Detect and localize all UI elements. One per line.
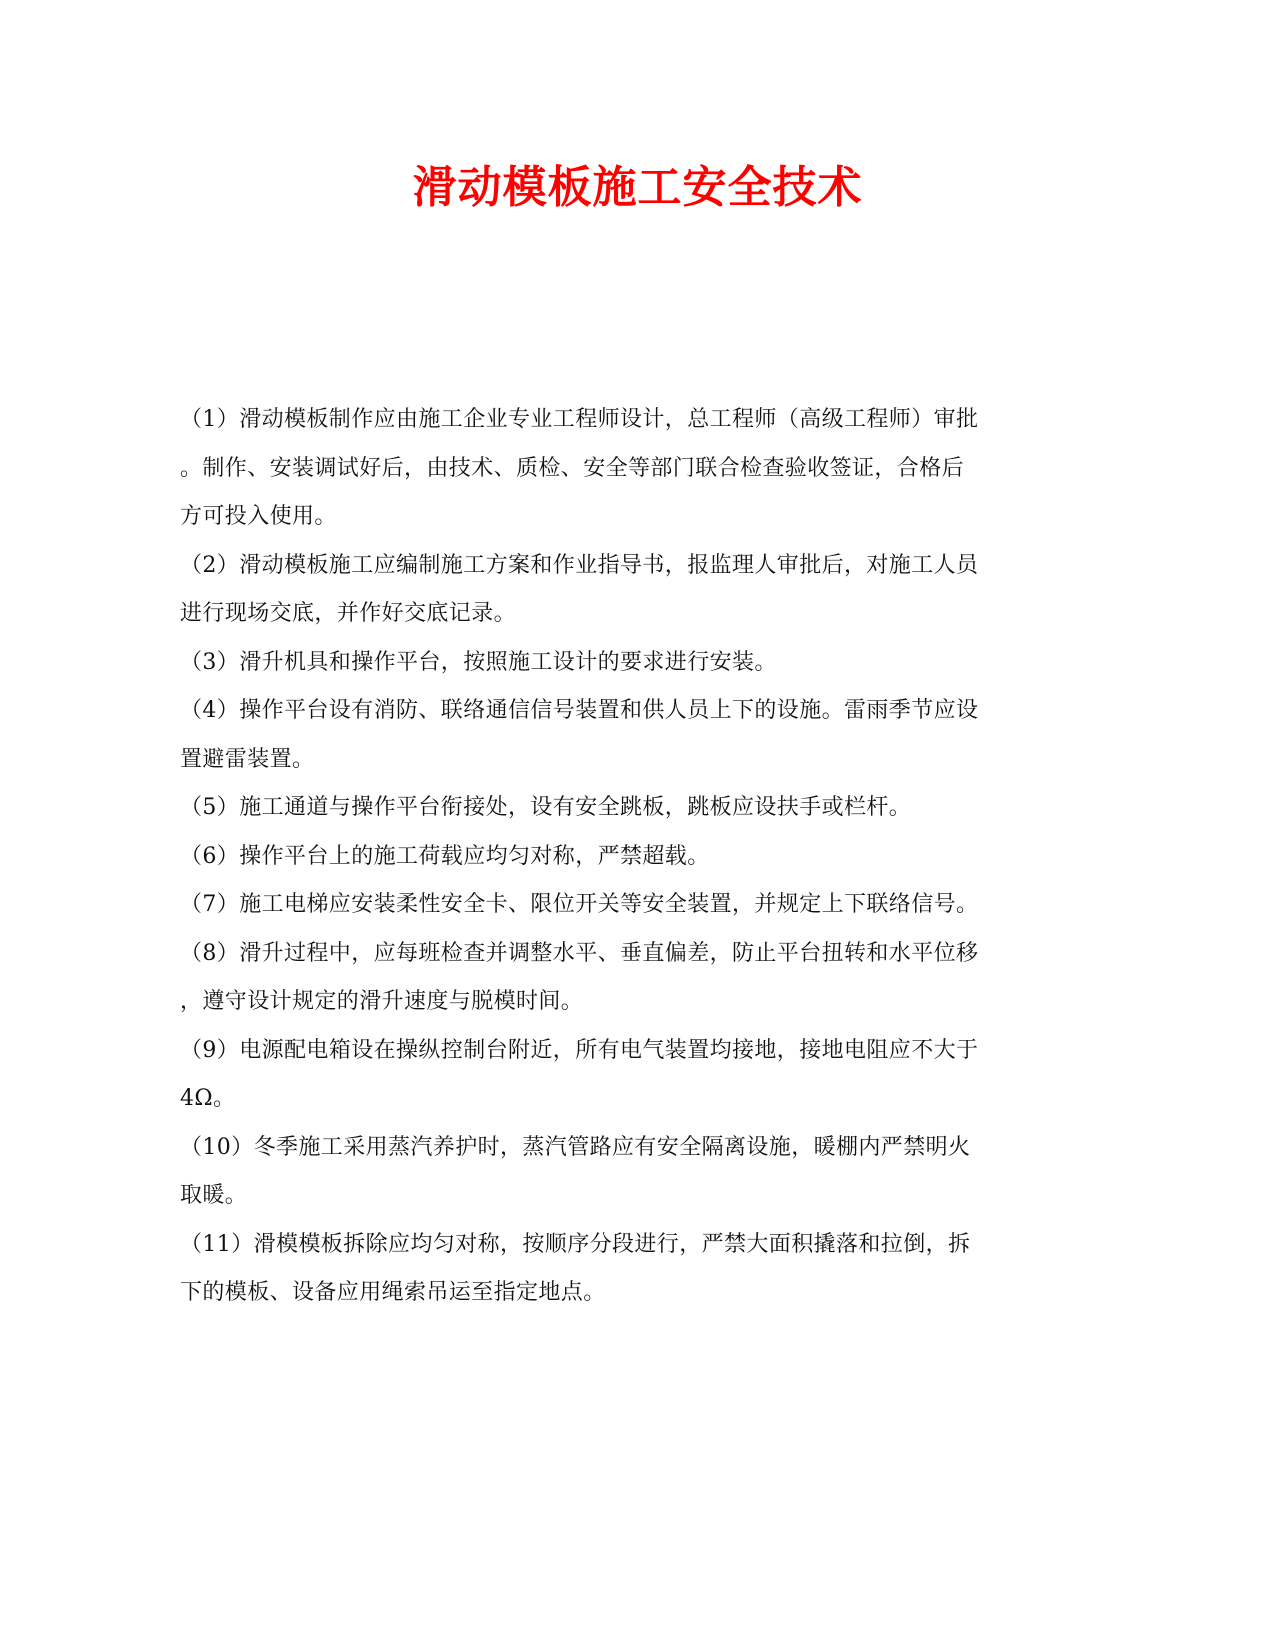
paragraph-line: （2）滑动模板施工应编制施工方案和作业指导书，报监理人审批后，对施工人员 (180, 552, 979, 578)
paragraph-line: 取暖。 (180, 1183, 248, 1208)
paragraph-5 (180, 784, 1030, 833)
paragraph-line: （3）滑升机具和操作平台，按照施工设计的要求进行安装。 (180, 649, 777, 675)
paragraph-line: 进行现场交底，并作好交底记录。 (180, 601, 517, 626)
paragraph-line: （1）滑动模板制作应由施工企业专业工程师设计，总工程师（高级工程师）审批 (180, 407, 979, 432)
paragraph-line: （7）施工电梯应安装柔性安全卡、限位开关等安全装置，并规定上下联络信号。 (180, 892, 979, 917)
paragraph-line: （5）施工通道与操作平台衔接处，设有安全跳板，跳板应设扶手或栏杆。 (180, 795, 912, 820)
paragraph-line: 。制作、安装调试好后，由技术、质检、安全等部门联合检查验收签证，合格后 (180, 455, 965, 481)
paragraph-3 (180, 639, 1030, 688)
paragraph-8 (180, 930, 1030, 1027)
paragraph-line: （11）滑模模板拆除应均匀对称，按顺序分段进行，严禁大面积撬落和拉倒，拆 (180, 1231, 971, 1257)
paragraph-line: （6）操作平台上的施工荷载应均匀对称，严禁超载。 (180, 843, 710, 869)
paragraph-7 (180, 881, 1030, 930)
paragraph-line: 置避雷装置。 (180, 746, 315, 772)
paragraph-line: （9）电源配电箱设在操纵控制台附近，所有电气装置均接地，接地电阻应不大于 (180, 1037, 979, 1063)
document-body (180, 396, 1030, 1318)
paragraph-line: 下的模板、设备应用绳索吊运至指定地点。 (180, 1280, 606, 1305)
paragraph-line: ，遵守设计规定的滑升速度与脱模时间。 (180, 989, 584, 1014)
paragraph-2 (180, 542, 1030, 639)
paragraph-6 (180, 833, 1030, 882)
document-title: 滑动模板施工安全技术 (412, 162, 863, 213)
paragraph-1 (180, 396, 1030, 542)
paragraph-line: （4）操作平台设有消防、联络通信信号装置和供人员上下的设施。雷雨季节应设 (180, 698, 979, 723)
paragraph-11 (180, 1221, 1030, 1318)
paragraph-line: 方可投入使用。 (180, 504, 337, 529)
paragraph-9 (180, 1027, 1030, 1124)
paragraph-line: （10）冬季施工采用蒸汽养护时，蒸汽管路应有安全隔离设施，暖棚内严禁明火 (180, 1134, 971, 1160)
paragraph-10 (180, 1124, 1030, 1221)
paragraph-4 (180, 687, 1030, 784)
paragraph-line: （8）滑升过程中，应每班检查并调整水平、垂直偏差，防止平台扭转和水平位移 (180, 940, 979, 966)
paragraph-line: 4Ω。 (180, 1086, 236, 1111)
